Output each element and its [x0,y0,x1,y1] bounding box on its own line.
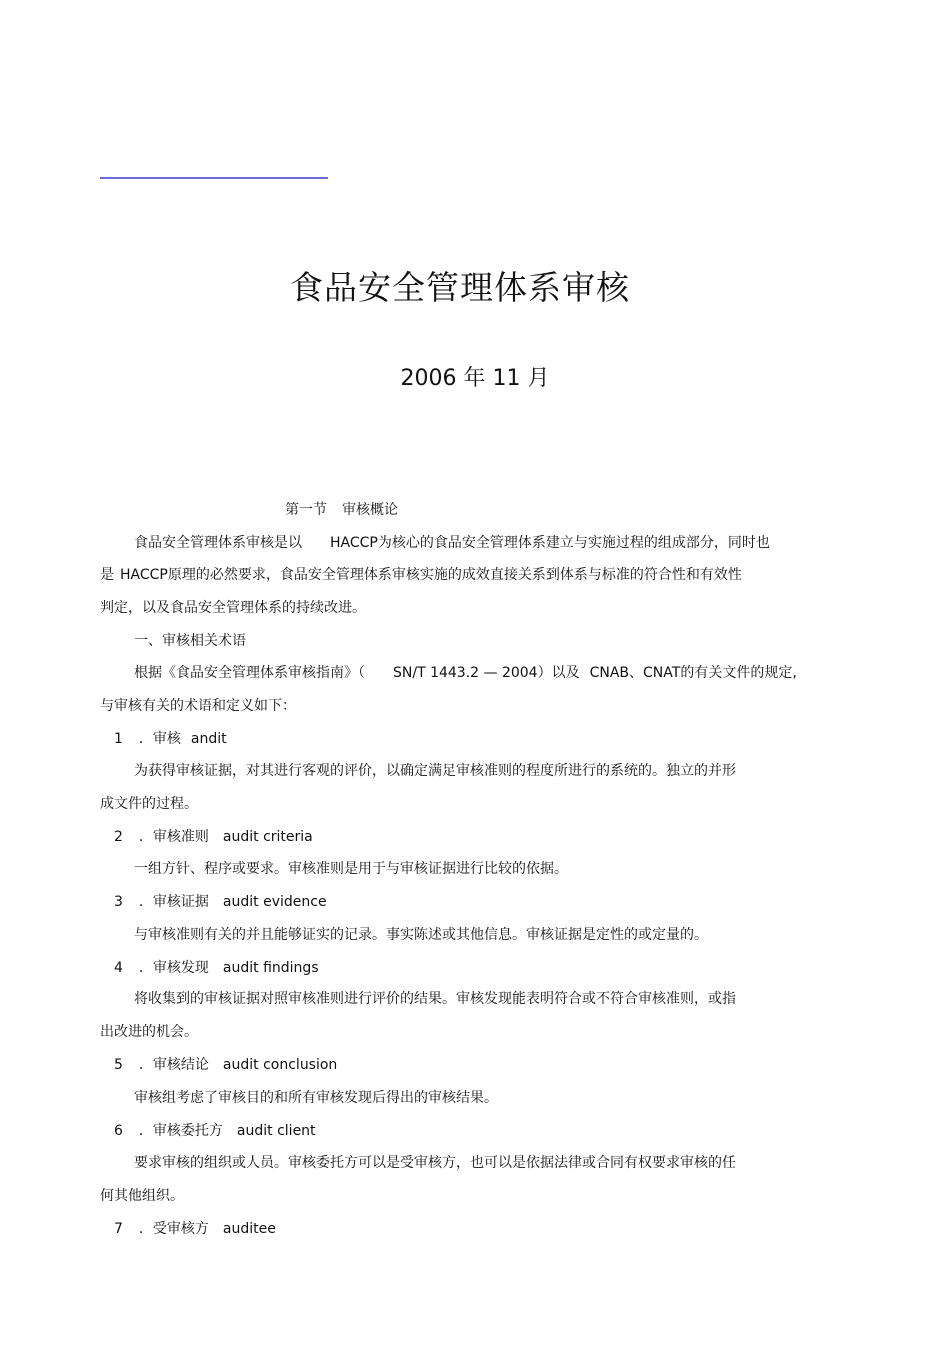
term-definition: 将收集到的审核证据对照审核准则进行评价的结果。审核发现能表明符合或不符合审核准则，或指 [134,991,736,1007]
term-chinese: 审核结论 [152,1057,209,1073]
term-number: 1 [114,731,123,747]
term-heading: 3 ．审核证据 audit evidence [114,894,327,910]
term-heading: 1 ．审核 andit [114,731,227,747]
term-heading: 4 ．审核发现 audit findings [114,960,319,976]
term-number: 6 [114,1123,123,1139]
term-english: audit criteria [222,829,313,845]
subheading-terms: 一、审核相关术语 [134,633,246,649]
term-definition: 要求审核的组织或人员。审核委托方可以是受审核方，也可以是依据法律或合同有权要求审核的任 [134,1155,736,1171]
intro-line-1: 食品安全管理体系审核是以 HACCP为核心的食品安全管理体系建立与实施过程的组成部分，同时也 [134,535,770,551]
term-definition-cont: 出改进的机会。 [100,1024,198,1040]
header-rule [100,177,328,179]
term-definition: 一组方针、程序或要求。审核准则是用于与审核证据进行比较的依据。 [134,861,568,877]
term-definition-cont: 成文件的过程。 [100,796,198,812]
term-chinese: 受审核方 [152,1221,209,1237]
term-english: audit client [236,1123,316,1139]
document-title: 食品安全管理体系审核 [290,268,630,307]
term-english: audit evidence [222,894,327,910]
term-number: 4 [114,960,123,976]
section-heading [285,501,398,519]
term-definition: 为获得审核证据，对其进行客观的评价，以确定满足审核准则的程度所进行的系统的。独立的并形 [134,763,736,779]
term-chinese: 审核 [152,731,181,747]
term-chinese: 审核委托方 [152,1123,223,1139]
term-heading: 2 ．审核准则 audit criteria [114,829,313,845]
term-english: andit [190,731,227,747]
term-chinese: 审核发现 [152,960,209,976]
term-english: auditee [222,1221,276,1237]
section-name: 审核概论 [342,502,398,518]
term-heading: 5 ．审核结论 audit conclusion [114,1057,338,1073]
term-english: audit findings [222,960,319,976]
basis-line-1: 根据《食品安全管理体系审核指南》（ SN/T 1443.2 — 2004）以及 CNAB、CNAT的有关文件的规定, [134,665,797,681]
term-definition: 与审核准则有关的并且能够证实的记录。事实陈述或其他信息。审核证据是定性的或定量的。 [134,927,708,943]
term-number: 5 [114,1057,123,1073]
document-date: 2006 年 11 月 [400,366,550,391]
term-heading: 7 ．受审核方 auditee [114,1221,276,1237]
term-heading: 6 ．审核委托方 audit client [114,1123,316,1139]
term-number: 3 [114,894,123,910]
section-number: 第一节 [285,502,327,518]
term-chinese: 审核准则 [152,829,209,845]
basis-line-2: 与审核有关的术语和定义如下： [100,698,296,714]
intro-line-3: 判定，以及食品安全管理体系的持续改进。 [100,600,366,616]
term-definition-cont: 何其他组织。 [100,1188,184,1204]
term-number: 2 [114,829,123,845]
term-definition: 审核组考虑了审核目的和所有审核发现后得出的审核结果。 [134,1090,498,1106]
term-number: 7 [114,1221,123,1237]
intro-line-2: 是 HACCP原理的必然要求，食品安全管理体系审核实施的成效直接关系到体系与标准的符合性和有效性 [100,567,742,583]
term-chinese: 审核证据 [152,894,209,910]
term-english: audit conclusion [222,1057,338,1073]
